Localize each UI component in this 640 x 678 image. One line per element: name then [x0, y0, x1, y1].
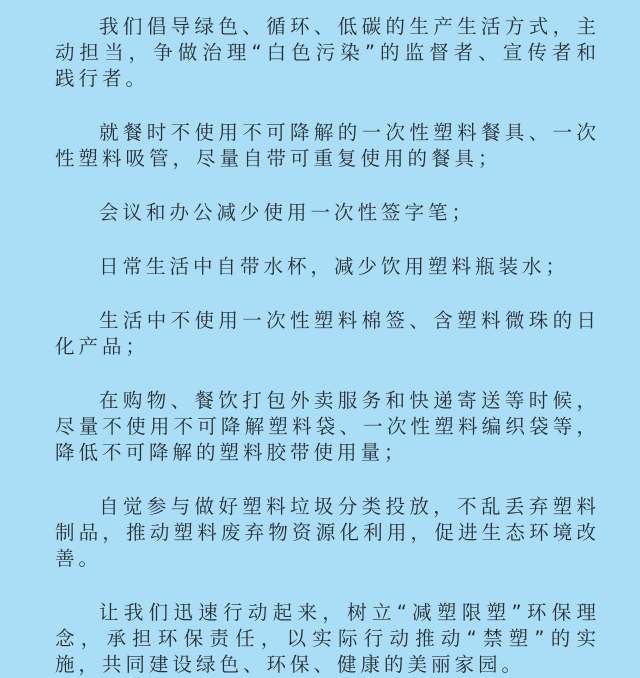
paragraph-sorting: 自觉参与做好塑料垃圾分类投放，不乱丢弃塑料制品，推动塑料废弃物资源化利用，促进生态环境改善。 [55, 495, 600, 570]
paragraph-daily-water: 日常生活中自带水杯，减少饮用塑料瓶装水； [99, 255, 570, 278]
paragraph-intro: 我们倡导绿色、循环、低碳的生产生活方式，主动担当，争做治理“白色污染”的监督者、宣传者和践行者。 [55, 15, 600, 90]
paragraph-daily-products: 生活中不使用一次性塑料棉签、含塑料微珠的日化产品； [55, 309, 600, 358]
paragraph-dining: 就餐时不使用不可降解的一次性塑料餐具、一次性塑料吸管，尽量自带可重复使用的餐具； [55, 121, 600, 170]
paragraph-call-to-action: 让我们迅速行动起来，树立“减塑限塑”环保理念，承担环保责任，以实际行动推动“禁塑”的实施，共同建设绿色、环保、健康的美丽家园。 [55, 601, 600, 676]
paragraph-shopping: 在购物、餐饮打包外卖服务和快递寄送等时候，尽量不使用不可降解塑料袋、一次性塑料编织袋等，降低不可降解的塑料胶带使用量； [55, 389, 600, 464]
paragraph-office: 会议和办公减少使用一次性签字笔； [99, 201, 476, 224]
